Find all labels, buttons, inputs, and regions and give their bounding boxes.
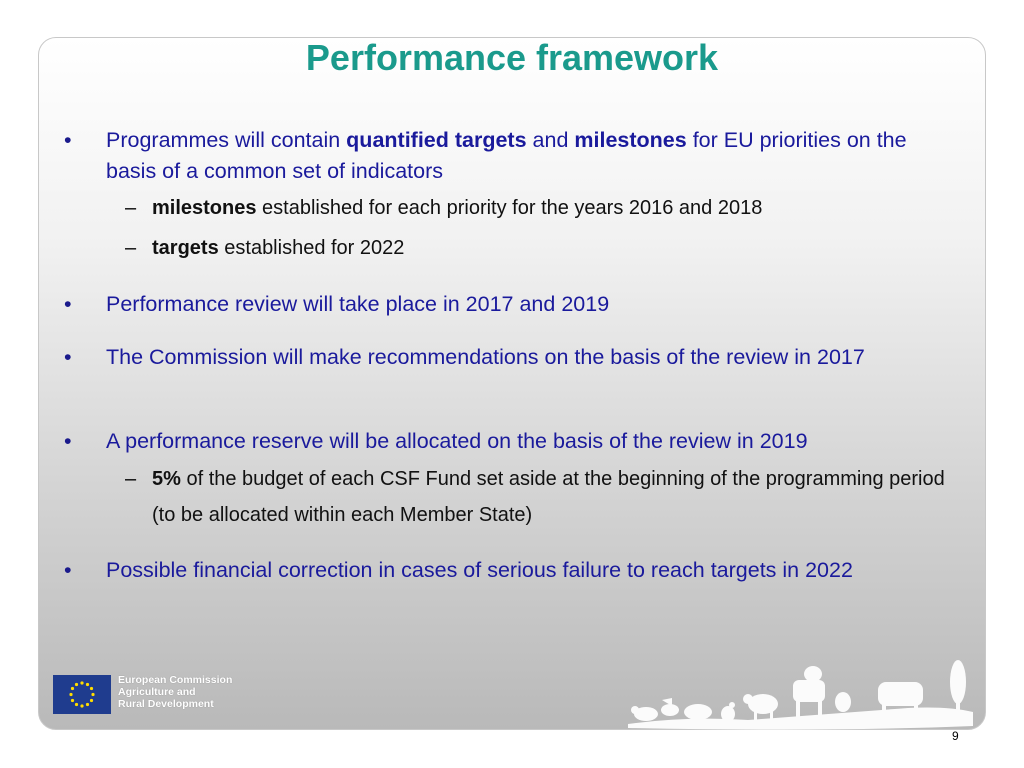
bullet-marker: • bbox=[64, 345, 72, 369]
org-line: European Commission bbox=[118, 674, 233, 686]
bullet-marker: • bbox=[64, 429, 72, 453]
org-name bbox=[118, 674, 232, 710]
bullet-text-pre: Programmes will contain bbox=[106, 128, 347, 152]
bullet-text-mid: and bbox=[526, 128, 575, 152]
bullet-marker: • bbox=[64, 292, 72, 316]
bullet-bold-milestones: milestones bbox=[574, 128, 687, 152]
bullet-commission-recommendations: The Commission will make recommendations on the basis of the review in 2017 bbox=[106, 345, 865, 369]
sub-bullet-milestones bbox=[152, 190, 952, 226]
sub-bullet-targets bbox=[152, 230, 952, 266]
sub-bullet-bold: targets bbox=[152, 237, 219, 259]
sub-bullet-rest: of the budget of each CSF Fund set aside at the beginning of the programming period (to be allocated within each Member State) bbox=[152, 468, 945, 526]
bullet-bold-quantified-targets: quantified targets bbox=[346, 128, 527, 152]
slide-title: Performance framework bbox=[305, 37, 719, 78]
bullet-performance-review: Performance review will take place in 2017 and 2019 bbox=[106, 292, 610, 316]
farm-animals-silhouette-icon bbox=[628, 652, 978, 737]
sub-bullet-bold: milestones bbox=[152, 197, 257, 219]
bullet-marker: • bbox=[64, 128, 72, 152]
bullet-programmes bbox=[106, 125, 956, 187]
bullet-performance-reserve: A performance reserve will be allocated on the basis of the review in 2019 bbox=[106, 429, 808, 453]
sub-bullet-marker: – bbox=[125, 197, 137, 219]
sub-bullet-rest: established for 2022 bbox=[218, 237, 405, 259]
sub-bullet-bold: 5% bbox=[152, 468, 181, 490]
sub-bullet-rest: established for each priority for the years 2016 and 2018 bbox=[256, 197, 763, 219]
sub-bullet-marker: – bbox=[125, 237, 137, 259]
sub-bullet-five-percent bbox=[152, 461, 952, 533]
sub-bullet-marker: – bbox=[125, 468, 137, 490]
eu-flag-icon bbox=[53, 675, 111, 714]
bullet-marker: • bbox=[64, 558, 72, 582]
org-line: Agriculture and bbox=[118, 686, 196, 698]
page-number: 9 bbox=[952, 729, 959, 743]
bullet-financial-correction: Possible financial correction in cases of serious failure to reach targets in 2022 bbox=[106, 558, 853, 582]
bullet-text-post: for EU priorities on the basis of a common set of indicators bbox=[106, 128, 907, 183]
org-line: Rural Development bbox=[118, 698, 214, 710]
